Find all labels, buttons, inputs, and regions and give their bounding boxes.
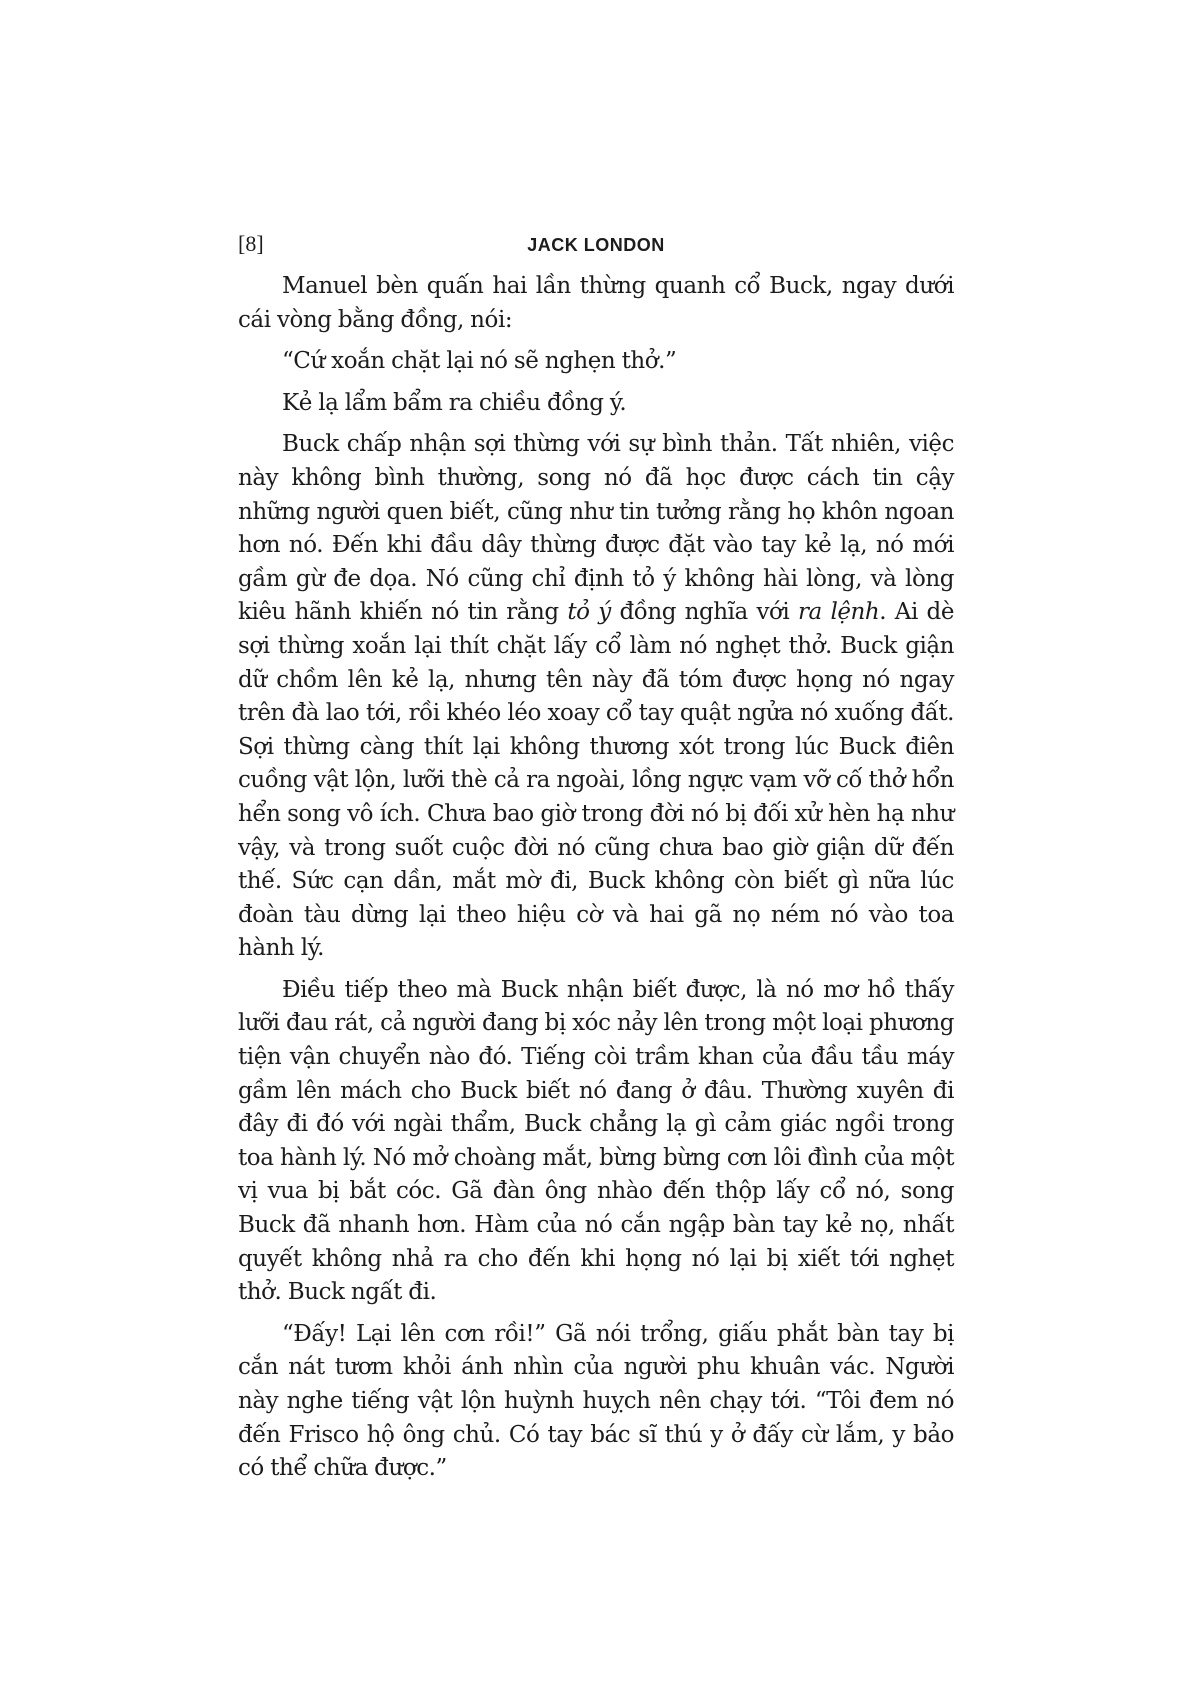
running-header-author: JACK LONDON xyxy=(527,235,665,255)
page-number: [8] xyxy=(238,231,264,256)
paragraph-4 xyxy=(238,428,954,966)
paragraph-5: Điều tiếp theo mà Buck nhận biết được, là nó mơ hồ thấy lưỡi đau rát, cả người đang bị xóc nảy lên trong một loại phương tiện vận chuyển nào đó. Tiếng còi trầm khan của đầu tầu máy gầm lên mách cho Buck biết nó đang ở đâu. Thường xuyên đi đây đi đó với ngài thẩm, Buck chẳng lạ gì cảm giác ngồi trong toa hành lý. Nó mở choàng mắt, bừng bừng cơn lôi đình của một vị vua bị bắt cóc. Gã đàn ông nhào đến thộp lấy cổ nó, song Buck đã nhanh hơn. Hàm của nó cắn ngập bàn tay kẻ nọ, nhất quyết không nhả ra cho đến khi họng nó lại bị xiết tới nghẹt thở. Buck ngất đi. xyxy=(238,976,954,1306)
paragraph-6: “Đấy! Lại lên cơn rồi!” Gã nói trổng, giấu phắt bàn tay bị cắn nát tươm khỏi ánh nhìn của người phu khuân vác. Người này nghe tiếng vật lộn huỳnh huỵch nên chạy tới. “Tôi đem nó đến Frisco hộ ông chủ. Có tay bác sĩ thú y ở đấy cừ lắm, y bảo có thể chữa được.” xyxy=(238,1320,954,1482)
paragraph-1: Manuel bèn quấn hai lần thừng quanh cổ Buck, ngay dưới cái vòng bằng đồng, nói: xyxy=(238,273,954,333)
running-header xyxy=(238,230,954,258)
italic-phrase-to-y: tỏ ý xyxy=(567,599,611,626)
italic-phrase-ra-lenh: ra lệnh xyxy=(798,599,880,626)
paragraph-4-part-a: Buck chấp nhận sợi thừng với sự bình thản. Tất nhiên, việc này không bình thường, song nó đã học được cách tin cậy những người quen biết, cũng như tin tưởng rằng họ khôn ngoan hơn nó. Đến khi đầu dây thừng được đặt vào tay kẻ lạ, nó mới gầm gừ đe dọa. Nó cũng chỉ định tỏ ý không hài lòng, và lòng kiêu hãnh khiến nó tin rằng xyxy=(238,431,954,626)
paragraph-2: “Cứ xoắn chặt lại nó sẽ nghẹn thở.” xyxy=(282,348,677,375)
book-page xyxy=(238,230,954,1494)
body-text xyxy=(238,270,954,1486)
paragraph-4-part-c: . Ai dè sợi thừng xoắn lại thít chặt lấy cổ làm nó nghẹt thở. Buck giận dữ chồm lên kẻ lạ, nhưng tên này đã tóm được họng nó ngay trên đà lao tới, rồi khéo léo xoay cổ tay quật ngửa nó xuống đất. Sợi thừng càng thít lại không thương xót trong lúc Buck điên cuồng vật lộn, lưỡi thè cả ra ngoài, lồng ngực vạm vỡ cố thở hổn hển song vô ích. Chưa bao giờ trong đời nó bị đối xử hèn hạ như vậy, và trong suốt cuộc đời nó cũng chưa bao giờ giận dữ đến thế. Sức cạn dần, mắt mờ đi, Buck không còn biết gì nữa lúc đoàn tàu dừng lại theo hiệu cờ và hai gã nọ ném nó vào toa hành lý. xyxy=(238,599,954,962)
paragraph-3: Kẻ lạ lẩm bẩm ra chiều đồng ý. xyxy=(282,389,627,416)
paragraph-4-part-b: đồng nghĩa với xyxy=(610,599,798,626)
